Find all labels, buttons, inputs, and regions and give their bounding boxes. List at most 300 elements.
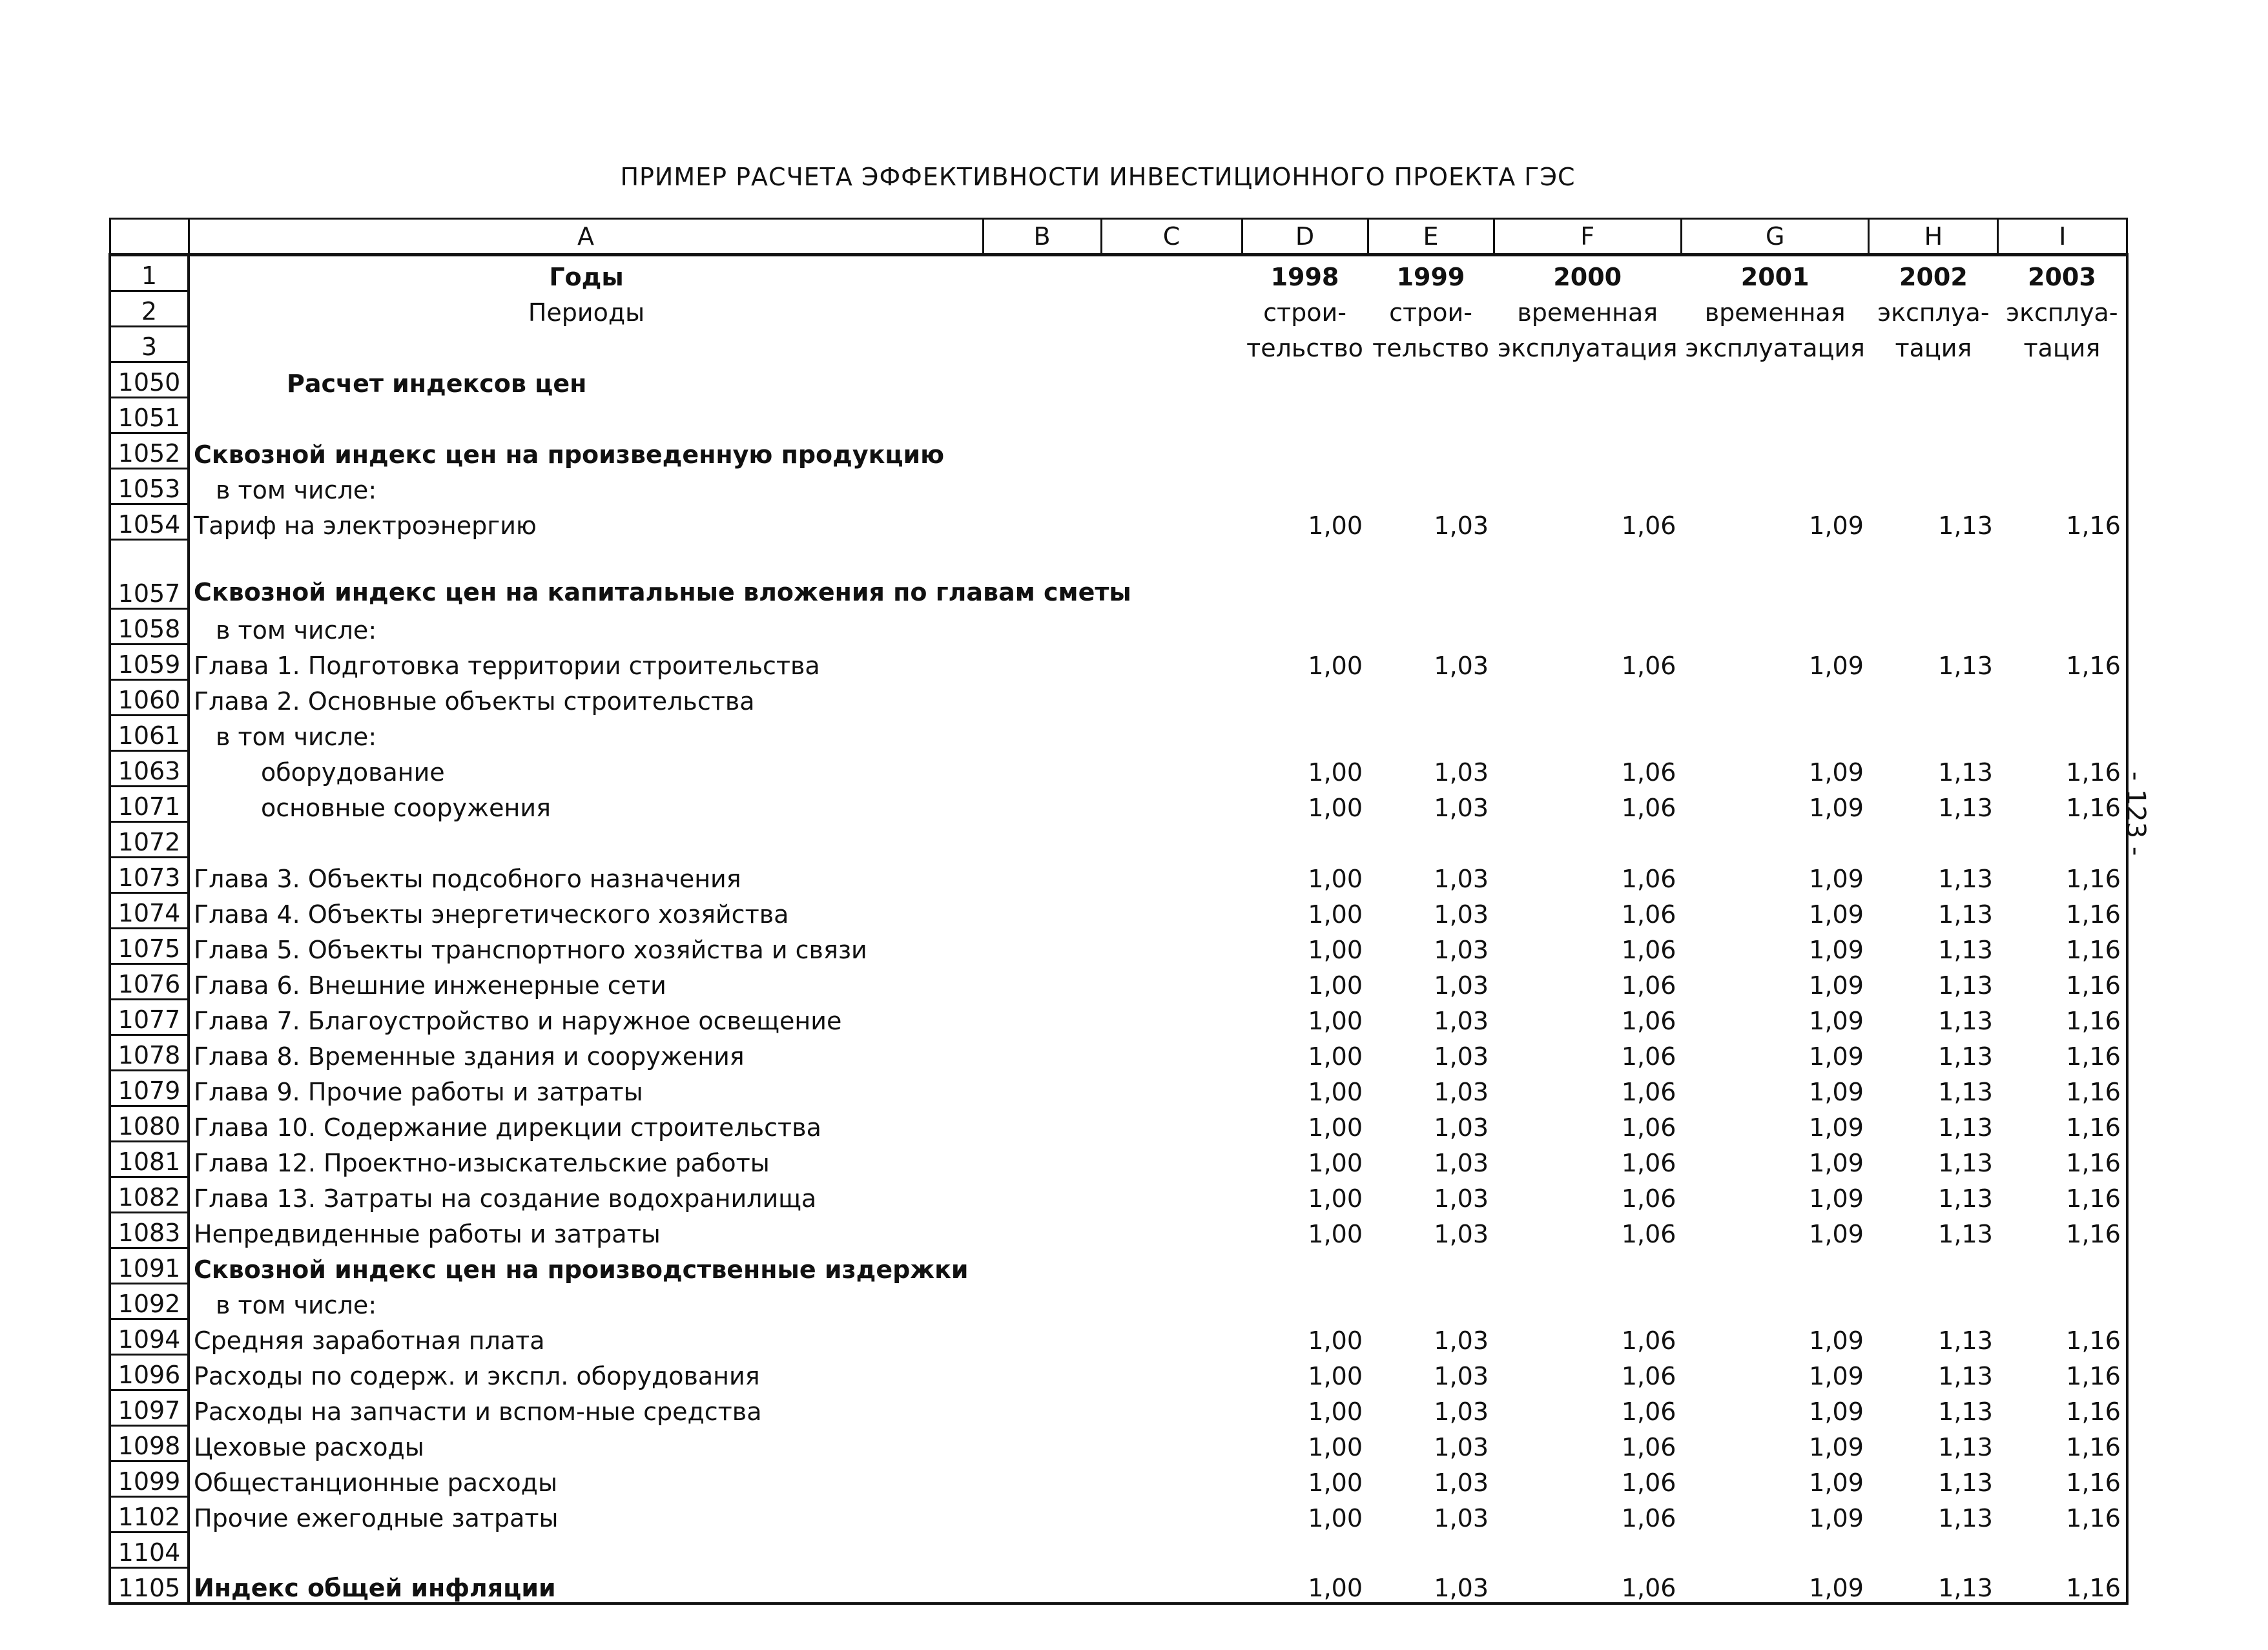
value-cell[interactable]: 1,13 [1938,793,1993,822]
row-number[interactable]: 1102 [110,1497,189,1532]
value-cell[interactable]: 1,16 [1998,1461,2127,1497]
cell-c[interactable] [1101,1213,1242,1248]
row-number[interactable]: 1098 [110,1426,189,1461]
row-label[interactable]: Непредвиденные работы и затраты [194,1219,661,1248]
value-cell[interactable]: 1,03 [1434,1006,1489,1035]
value-cell[interactable]: 1,03 [1434,864,1489,893]
cell-b[interactable] [983,1568,1101,1604]
cell-b[interactable] [983,964,1101,1000]
value-cell[interactable] [1681,362,1868,398]
value-cell[interactable] [1494,362,1681,398]
cell-b[interactable] [983,858,1101,893]
row-label[interactable]: в том числе: [216,615,377,645]
value-cell[interactable] [1869,1284,1998,1319]
value-cell[interactable] [1242,716,1368,751]
value-cell[interactable]: 1,00 [1308,971,1363,1000]
value-cell[interactable]: 1,06 [1621,1006,1676,1035]
cell-b[interactable] [983,327,1101,362]
cell-b[interactable] [983,255,1101,291]
column-header-C[interactable]: C [1101,219,1242,255]
value-cell[interactable] [1242,822,1368,858]
value-cell[interactable] [1869,1532,1998,1568]
row-number[interactable]: 1075 [110,929,189,964]
row-label[interactable]: Глава 10. Содержание дирекции строительства [194,1113,821,1142]
cell-b[interactable] [983,1284,1101,1319]
value-cell[interactable]: 1,09 [1809,900,1864,929]
cell-b[interactable] [983,1532,1101,1568]
header-value[interactable]: тельство [1372,333,1489,362]
cell-b[interactable] [983,893,1101,929]
header-value[interactable]: временная [1704,298,1846,327]
value-cell[interactable]: 1,00 [1308,758,1363,787]
cell-c[interactable] [1101,929,1242,964]
cell-b[interactable] [983,1497,1101,1532]
value-cell[interactable]: 1,09 [1809,1042,1864,1071]
cell-b[interactable] [983,291,1101,327]
value-cell[interactable] [1368,398,1494,433]
value-cell[interactable] [1998,1284,2127,1319]
value-cell[interactable]: 1,09 [1809,1219,1864,1248]
value-cell[interactable] [1681,398,1868,433]
value-cell[interactable]: 1,03 [1434,1113,1489,1142]
row-label[interactable] [189,327,983,362]
value-cell[interactable]: 1,00 [1308,1397,1363,1426]
row-number[interactable]: 1105 [110,1568,189,1604]
value-cell[interactable]: 1,16 [1998,1142,2127,1177]
cell-b[interactable] [983,609,1101,645]
cell-b[interactable] [983,1106,1101,1142]
row-number[interactable]: 1077 [110,1000,189,1035]
cell-c[interactable] [1101,751,1242,787]
row-label[interactable]: Расходы на запчасти и вспом-ные средства [194,1397,762,1426]
cell-c[interactable] [1101,291,1242,327]
row-label[interactable]: Глава 12. Проектно-изыскательские работы [194,1148,770,1177]
value-cell[interactable]: 1,16 [1998,645,2127,680]
header-value[interactable]: эксплуатация [1498,333,1678,362]
value-cell[interactable] [1869,609,1998,645]
value-cell[interactable]: 1,13 [1938,758,1993,787]
value-cell[interactable]: 1,03 [1434,971,1489,1000]
row-number[interactable]: 1072 [110,822,189,858]
row-number[interactable]: 1050 [110,362,189,398]
value-cell[interactable]: 1,06 [1621,1184,1676,1213]
cell-c[interactable] [1101,1177,1242,1213]
cell-c[interactable] [1101,433,1242,469]
cell-c[interactable] [1101,716,1242,751]
cell-c[interactable] [1101,858,1242,893]
row-label[interactable]: Средняя заработная плата [194,1326,545,1355]
cell-c[interactable] [1101,327,1242,362]
cell-c[interactable] [1101,362,1242,398]
value-cell[interactable]: 1,06 [1621,1219,1676,1248]
value-cell[interactable]: 1,03 [1434,1077,1489,1106]
value-cell[interactable]: 1,16 [1998,1000,2127,1035]
cell-b[interactable] [983,1213,1101,1248]
value-cell[interactable]: 1,13 [1938,1113,1993,1142]
value-cell[interactable] [1998,1532,2127,1568]
row-label[interactable]: Расходы по содерж. и экспл. оборудования [194,1361,760,1390]
cell-b[interactable] [983,1319,1101,1355]
cell-b[interactable] [983,1142,1101,1177]
value-cell[interactable]: 1,03 [1434,1219,1489,1248]
value-cell[interactable]: 1,09 [1809,1432,1864,1461]
column-header-I[interactable]: I [1998,219,2127,255]
value-cell[interactable]: 1,00 [1308,900,1363,929]
value-cell[interactable]: 1,00 [1308,1361,1363,1390]
value-cell[interactable]: 1,13 [1938,1361,1993,1390]
value-cell[interactable]: 1,00 [1308,1432,1363,1461]
row-number[interactable]: 1060 [110,680,189,716]
value-cell[interactable]: 1,13 [1938,1219,1993,1248]
value-cell[interactable] [1681,433,1868,469]
cell-c[interactable] [1101,1532,1242,1568]
row-number[interactable]: 1051 [110,398,189,433]
row-number[interactable]: 1063 [110,751,189,787]
value-cell[interactable]: 1,03 [1434,1042,1489,1071]
value-cell[interactable] [1998,362,2127,398]
value-cell[interactable]: 1,06 [1621,864,1676,893]
value-cell[interactable] [1494,609,1681,645]
header-value[interactable]: тация [1895,333,1972,362]
row-number[interactable]: 1054 [110,504,189,540]
value-cell[interactable]: 1,00 [1242,1568,1368,1604]
row-label[interactable]: в том числе: [216,1290,377,1319]
value-cell[interactable]: 1,16 [1998,1390,2127,1426]
value-cell[interactable]: 1,09 [1809,1148,1864,1177]
row-number[interactable]: 3 [110,327,189,362]
value-cell[interactable]: 1,16 [1998,858,2127,893]
row-number[interactable]: 1094 [110,1319,189,1355]
value-cell[interactable]: 1,09 [1809,1361,1864,1390]
cell-b[interactable] [983,1177,1101,1213]
row-label[interactable] [189,1532,983,1568]
value-cell[interactable] [1242,398,1368,433]
row-label[interactable] [189,822,983,858]
value-cell[interactable] [1494,398,1681,433]
value-cell[interactable]: 1,06 [1621,1077,1676,1106]
row-label[interactable]: Тариф на электроэнергию [194,511,537,540]
cell-b[interactable] [983,398,1101,433]
cell-b[interactable] [983,716,1101,751]
value-cell[interactable]: 1,06 [1621,1361,1676,1390]
value-cell[interactable]: 1,03 [1434,651,1489,680]
cell-c[interactable] [1101,1568,1242,1604]
value-cell[interactable] [1368,1532,1494,1568]
cell-c[interactable] [1101,1284,1242,1319]
row-label[interactable]: Глава 13. Затраты на создание водохранилища [194,1184,817,1213]
value-cell[interactable]: 1,06 [1621,1503,1676,1532]
value-cell[interactable] [1494,680,1681,716]
value-cell[interactable] [1242,609,1368,645]
value-cell[interactable]: 1,13 [1938,900,1993,929]
value-cell[interactable] [1242,680,1368,716]
value-cell[interactable] [1681,680,1868,716]
row-number[interactable]: 1052 [110,433,189,469]
value-cell[interactable] [1368,1248,1494,1284]
row-label[interactable]: оборудование [261,758,445,787]
value-cell[interactable] [1869,469,1998,504]
value-cell[interactable] [1368,469,1494,504]
cell-b[interactable] [983,751,1101,787]
value-cell[interactable]: 1,16 [1998,929,2127,964]
header-value[interactable]: 2002 [1899,262,1968,291]
header-value[interactable]: эксплуатация [1685,333,1865,362]
value-cell[interactable]: 1,16 [1998,1071,2127,1106]
value-cell[interactable] [1681,822,1868,858]
value-cell[interactable]: 1,06 [1621,511,1676,540]
value-cell[interactable] [1869,680,1998,716]
value-cell[interactable]: 1,13 [1869,1568,1998,1604]
cell-c[interactable] [1101,964,1242,1000]
header-value[interactable]: 2000 [1553,262,1622,291]
cell-c[interactable] [1101,1106,1242,1142]
value-cell[interactable]: 1,13 [1938,1148,1993,1177]
cell-c[interactable] [1101,1355,1242,1390]
value-cell[interactable]: 1,09 [1809,1397,1864,1426]
value-cell[interactable]: 1,09 [1809,1077,1864,1106]
row-label[interactable]: Индекс общей инфляции [189,1568,983,1604]
value-cell[interactable]: 1,09 [1681,1568,1868,1604]
value-cell[interactable]: 1,13 [1938,1397,1993,1426]
row-label[interactable]: Периоды [528,298,645,327]
value-cell[interactable]: 1,00 [1308,1006,1363,1035]
row-label[interactable]: Цеховые расходы [194,1432,424,1461]
value-cell[interactable] [1998,433,2127,469]
value-cell[interactable] [1998,716,2127,751]
row-number[interactable]: 1074 [110,893,189,929]
cell-c[interactable] [1101,469,1242,504]
value-cell[interactable]: 1,06 [1621,971,1676,1000]
value-cell[interactable] [1681,1284,1868,1319]
value-cell[interactable] [1494,716,1681,751]
value-cell[interactable]: 1,03 [1434,900,1489,929]
value-cell[interactable]: 1,06 [1621,793,1676,822]
value-cell[interactable] [1494,433,1681,469]
value-cell[interactable] [1494,822,1681,858]
value-cell[interactable] [1368,609,1494,645]
value-cell[interactable]: 1,16 [1998,1497,2127,1532]
value-cell[interactable]: 1,13 [1938,1184,1993,1213]
cell-b[interactable] [983,645,1101,680]
value-cell[interactable]: 1,03 [1434,1326,1489,1355]
value-cell[interactable]: 1,00 [1308,1148,1363,1177]
value-cell[interactable]: 1,03 [1434,935,1489,964]
cell-b[interactable] [983,1071,1101,1106]
value-cell[interactable]: 1,00 [1308,1184,1363,1213]
value-cell[interactable] [1242,362,1368,398]
cell-c[interactable] [1101,398,1242,433]
value-cell[interactable]: 1,16 [1998,1568,2127,1604]
row-label[interactable]: Прочие ежегодные затраты [194,1503,559,1532]
value-cell[interactable]: 1,16 [1998,504,2127,540]
cell-b[interactable] [983,680,1101,716]
cell-b[interactable] [983,787,1101,822]
value-cell[interactable]: 1,16 [1998,1213,2127,1248]
row-label[interactable]: Глава 6. Внешние инженерные сети [194,971,666,1000]
value-cell[interactable]: 1,00 [1308,511,1363,540]
cell-c[interactable] [1101,645,1242,680]
value-cell[interactable]: 1,09 [1809,511,1864,540]
row-label[interactable]: Глава 7. Благоустройство и наружное освещение [194,1006,842,1035]
value-cell[interactable]: 1,06 [1621,1148,1676,1177]
header-value[interactable]: 2003 [1998,255,2127,291]
cell-c[interactable] [1101,1319,1242,1355]
row-number[interactable]: 1059 [110,645,189,680]
cell-b[interactable] [983,1035,1101,1071]
cell-b[interactable] [983,1426,1101,1461]
row-label[interactable]: Глава 1. Подготовка территории строительства [194,651,820,680]
value-cell[interactable]: 1,06 [1621,1326,1676,1355]
cell-b[interactable] [983,1461,1101,1497]
row-label[interactable]: Глава 4. Объекты энергетического хозяйства [194,900,789,929]
cell-c[interactable] [1101,680,1242,716]
value-cell[interactable]: 1,09 [1809,971,1864,1000]
value-cell[interactable] [1368,822,1494,858]
value-cell[interactable]: 1,00 [1308,1042,1363,1071]
header-value[interactable]: 1998 [1270,262,1339,291]
value-cell[interactable]: 1,03 [1368,1568,1494,1604]
value-cell[interactable]: 1,09 [1809,758,1864,787]
value-cell[interactable]: 1,03 [1434,1184,1489,1213]
value-cell[interactable] [1681,1532,1868,1568]
value-cell[interactable]: 1,03 [1434,1397,1489,1426]
value-cell[interactable] [1998,680,2127,716]
value-cell[interactable]: 1,16 [1998,1035,2127,1071]
value-cell[interactable]: 1,13 [1938,971,1993,1000]
row-label[interactable] [189,398,983,433]
value-cell[interactable]: 1,00 [1308,1113,1363,1142]
header-value[interactable]: 1999 [1396,262,1465,291]
row-number[interactable]: 1053 [110,469,189,504]
value-cell[interactable] [1998,469,2127,504]
value-cell[interactable]: 1,16 [1998,1319,2127,1355]
row-label[interactable]: Сквозной индекс цен на произведенную продукцию [194,440,945,469]
value-cell[interactable]: 1,09 [1809,935,1864,964]
row-number[interactable]: 1091 [110,1248,189,1284]
cell-c[interactable] [1101,1142,1242,1177]
row-number[interactable]: 1078 [110,1035,189,1071]
value-cell[interactable]: 1,00 [1308,864,1363,893]
row-number[interactable]: 1081 [110,1142,189,1177]
row-number[interactable]: 1058 [110,609,189,645]
cell-b[interactable] [983,822,1101,858]
corner-cell[interactable] [110,219,189,255]
value-cell[interactable]: 1,06 [1621,1397,1676,1426]
header-value[interactable]: тельство [1246,333,1363,362]
row-number[interactable]: 1073 [110,858,189,893]
value-cell[interactable]: 1,13 [1938,511,1993,540]
row-number[interactable]: 1 [110,255,189,291]
cell-c[interactable] [1101,1035,1242,1071]
column-header-F[interactable]: F [1494,219,1681,255]
value-cell[interactable] [1368,1284,1494,1319]
value-cell[interactable]: 1,16 [1998,1426,2127,1461]
value-cell[interactable]: 1,09 [1809,1326,1864,1355]
value-cell[interactable] [1869,1248,1998,1284]
value-cell[interactable]: 1,13 [1938,1326,1993,1355]
cell-c[interactable] [1101,255,1242,291]
value-cell[interactable]: 1,06 [1621,1113,1676,1142]
value-cell[interactable] [1494,1248,1681,1284]
value-cell[interactable]: 1,09 [1809,1184,1864,1213]
value-cell[interactable]: 1,16 [1998,1355,2127,1390]
value-cell[interactable]: 1,06 [1494,1568,1681,1604]
value-cell[interactable]: 1,13 [1938,1468,1993,1497]
value-cell[interactable] [1998,398,2127,433]
value-cell[interactable]: 1,03 [1434,511,1489,540]
value-cell[interactable] [1368,433,1494,469]
cell-b[interactable] [983,1000,1101,1035]
value-cell[interactable]: 1,00 [1308,651,1363,680]
value-cell[interactable]: 1,06 [1621,935,1676,964]
cell-c[interactable] [1101,787,1242,822]
row-number[interactable]: 1104 [110,1532,189,1568]
header-value[interactable]: эксплуа- [1877,298,1990,327]
cell-c[interactable] [1101,1248,1242,1284]
value-cell[interactable]: 1,03 [1434,1432,1489,1461]
value-cell[interactable] [1869,822,1998,858]
value-cell[interactable] [1242,469,1368,504]
header-value[interactable]: временная [1517,298,1658,327]
value-cell[interactable]: 1,03 [1434,1468,1489,1497]
cell-b[interactable] [983,504,1101,540]
value-cell[interactable] [1869,540,1998,609]
cell-c[interactable] [1101,504,1242,540]
row-number[interactable]: 1096 [110,1355,189,1390]
value-cell[interactable]: 1,03 [1434,1148,1489,1177]
row-number[interactable]: 1082 [110,1177,189,1213]
row-label[interactable]: основные сооружения [261,793,551,822]
row-number[interactable]: 1076 [110,964,189,1000]
row-label[interactable]: Расчет индексов цен [287,369,587,398]
column-header-A[interactable]: A [189,219,983,255]
value-cell[interactable] [1681,540,1868,609]
row-label[interactable]: Сквозной индекс цен на капитальные вложения по главам сметы [194,577,1131,606]
value-cell[interactable]: 1,00 [1308,1326,1363,1355]
cell-b[interactable] [983,1248,1101,1284]
cell-c[interactable] [1101,1426,1242,1461]
row-label[interactable]: Глава 8. Временные здания и сооружения [194,1042,745,1071]
value-cell[interactable] [1681,1248,1868,1284]
value-cell[interactable]: 1,00 [1308,935,1363,964]
cell-c[interactable] [1101,822,1242,858]
value-cell[interactable]: 1,13 [1938,864,1993,893]
row-number[interactable]: 1079 [110,1071,189,1106]
value-cell[interactable]: 1,16 [1998,787,2127,822]
value-cell[interactable] [1998,540,2127,609]
value-cell[interactable]: 1,13 [1938,1503,1993,1532]
column-header-D[interactable]: D [1242,219,1368,255]
value-cell[interactable] [1681,716,1868,751]
row-label[interactable]: Сквозной индекс цен на производственные издержки [194,1255,969,1284]
row-number[interactable]: 2 [110,291,189,327]
value-cell[interactable] [1368,680,1494,716]
header-value[interactable]: строи- [1263,298,1346,327]
value-cell[interactable]: 1,13 [1938,935,1993,964]
value-cell[interactable]: 1,09 [1809,793,1864,822]
value-cell[interactable]: 1,09 [1809,1006,1864,1035]
value-cell[interactable]: 1,06 [1621,900,1676,929]
value-cell[interactable]: 1,13 [1938,1042,1993,1071]
row-label[interactable]: Глава 9. Прочие работы и затраты [194,1077,643,1106]
row-label[interactable]: Глава 2. Основные объекты строительства [194,686,755,716]
cell-b[interactable] [983,929,1101,964]
value-cell[interactable]: 1,06 [1621,1432,1676,1461]
row-label[interactable]: Глава 5. Объекты транспортного хозяйства и связи [194,935,867,964]
row-label[interactable]: в том числе: [216,722,377,751]
value-cell[interactable] [1869,433,1998,469]
cell-b[interactable] [983,362,1101,398]
